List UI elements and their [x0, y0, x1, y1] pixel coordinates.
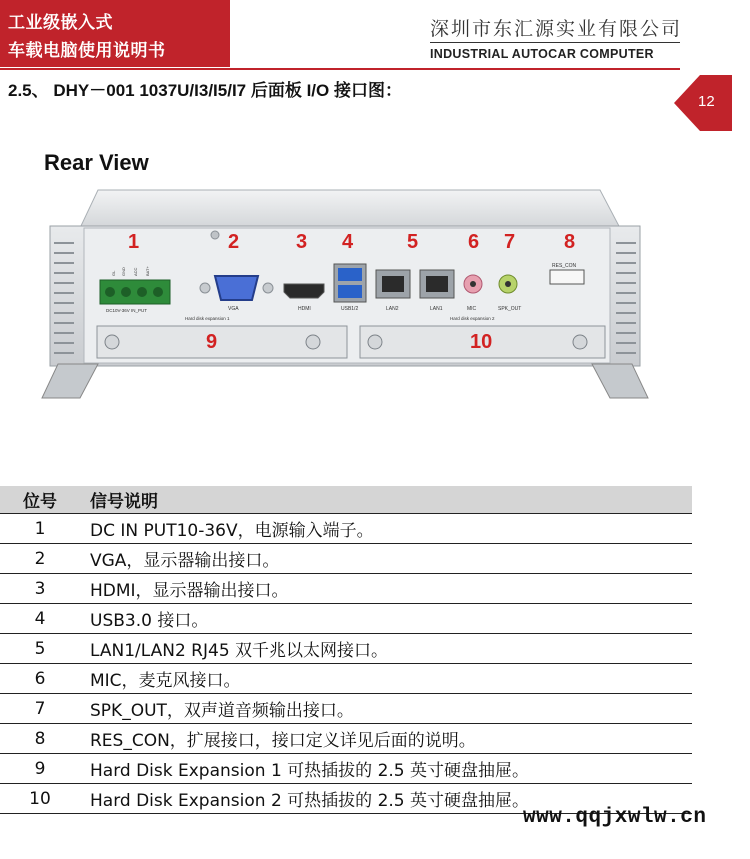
port-number-label: 5 — [407, 231, 419, 253]
table-row — [0, 754, 692, 784]
terminal-screw — [121, 287, 131, 297]
thumb-screw[interactable] — [368, 335, 382, 349]
terminal-screw — [137, 287, 147, 297]
port-number-label: 10 — [470, 331, 493, 353]
hdmi-port — [284, 284, 324, 298]
port-number-label: 6 — [468, 231, 480, 253]
power-pin-label: ACC — [133, 267, 138, 276]
mounting-foot-left — [42, 364, 98, 398]
row-number: 9 — [0, 754, 80, 784]
row-number: 7 — [0, 694, 80, 724]
vga-screw — [200, 283, 210, 293]
hdd1-silk-label: Hard disk expansion 1 — [185, 316, 230, 321]
res-con-header[interactable] — [550, 270, 584, 284]
signal-table — [0, 486, 692, 814]
manual-title-line1: 工业级嵌入式 — [8, 13, 113, 33]
row-description: SPK_OUT，双声道音频输出接口。 — [80, 694, 692, 724]
screw-top — [211, 231, 219, 239]
port-number-label: 9 — [206, 331, 218, 353]
lan1-silk-label: LAN1 — [430, 306, 443, 312]
mic-jack-hole — [470, 281, 476, 287]
row-number: 10 — [0, 784, 80, 814]
row-number: 1 — [0, 514, 80, 544]
usb-port[interactable] — [338, 285, 362, 298]
row-description: USB3.0 接口。 — [80, 604, 692, 634]
row-description: Hard Disk Expansion 2 可热插拔的 2.5 英寸硬盘抽屉。 — [80, 784, 692, 814]
company-name-en: INDUSTRIAL AUTOCAR COMPUTER — [430, 47, 654, 61]
site-watermark: www.qqjxwlw.cn — [523, 806, 707, 829]
section-title: 2.5、 DHY－001 1037U/I3/I5/I7 后面板 I/O 接口图： — [8, 81, 402, 100]
rear-view-label: Rear View — [44, 150, 149, 175]
rear-panel-illustration — [40, 188, 650, 403]
vga-port — [215, 276, 258, 300]
row-description: HDMI，显示器输出接口。 — [80, 574, 692, 604]
power-pin-label: BAT+ — [145, 266, 150, 276]
usb-port[interactable] — [338, 268, 362, 281]
table-row — [0, 574, 692, 604]
hdmi-silk-label: HDMI — [298, 306, 311, 312]
row-description: Hard Disk Expansion 1 可热插拔的 2.5 英寸硬盘抽屉。 — [80, 754, 692, 784]
table-row — [0, 544, 692, 574]
power-pin-label: GND — [121, 267, 126, 276]
vga-screw — [263, 283, 273, 293]
thumb-screw[interactable] — [573, 335, 587, 349]
terminal-screw — [153, 287, 163, 297]
mic-silk-label: MIC — [467, 306, 477, 312]
port-number-label: 1 — [128, 231, 140, 253]
lan1-socket — [426, 276, 448, 292]
row-description: VGA，显示器输出接口。 — [80, 544, 692, 574]
port-number-label: 3 — [296, 231, 308, 253]
chassis-top — [80, 190, 620, 228]
table-row — [0, 604, 692, 634]
power-silk-label: DC10V-36V IN_PUT — [106, 308, 148, 313]
table-row — [0, 724, 692, 754]
row-number: 6 — [0, 664, 80, 694]
row-number: 5 — [0, 634, 80, 664]
page-number-badge — [674, 75, 732, 131]
port-number-label: 7 — [504, 231, 516, 253]
thumb-screw[interactable] — [306, 335, 320, 349]
mounting-foot-right — [592, 364, 648, 398]
column-header: 信号说明 — [80, 486, 692, 514]
spk-silk-label: SPK_OUT — [498, 306, 522, 312]
row-number: 3 — [0, 574, 80, 604]
thumb-screw[interactable] — [105, 335, 119, 349]
res-con-silk-label: RES_CON — [552, 263, 577, 269]
usb-silk-label: USB1/2 — [341, 306, 359, 312]
row-description: LAN1/LAN2 RJ45 双千兆以太网接口。 — [80, 634, 692, 664]
port-number-label: 2 — [228, 231, 240, 253]
table-row — [0, 694, 692, 724]
row-description: MIC，麦克风接口。 — [80, 664, 692, 694]
power-pin-label: GL — [111, 270, 116, 276]
column-header: 位号 — [0, 486, 80, 514]
table-header-row — [0, 486, 692, 514]
speaker-jack-hole — [505, 281, 511, 287]
row-number: 8 — [0, 724, 80, 754]
lan2-socket — [382, 276, 404, 292]
row-number: 4 — [0, 604, 80, 634]
company-name-cn: 深圳市东汇源实业有限公司 — [430, 18, 683, 40]
port-number-label: 4 — [342, 231, 354, 253]
port-number-label: 8 — [564, 231, 576, 253]
company-divider — [430, 42, 680, 43]
row-number: 2 — [0, 544, 80, 574]
manual-title-block — [0, 0, 230, 67]
table-row — [0, 664, 692, 694]
header-rule — [0, 68, 680, 70]
vga-silk-label: VGA — [228, 306, 239, 312]
terminal-screw — [105, 287, 115, 297]
hdd2-silk-label: Hard disk expansion 2 — [450, 316, 495, 321]
table-row — [0, 514, 692, 544]
page-number: 12 — [698, 93, 715, 110]
table-row — [0, 634, 692, 664]
row-description: RES_CON，扩展接口，接口定义详见后面的说明。 — [80, 724, 692, 754]
manual-title-line2: 车载电脑使用说明书 — [8, 41, 166, 61]
lan2-silk-label: LAN2 — [386, 306, 399, 312]
row-description: DC IN PUT10-36V，电源输入端子。 — [80, 514, 692, 544]
